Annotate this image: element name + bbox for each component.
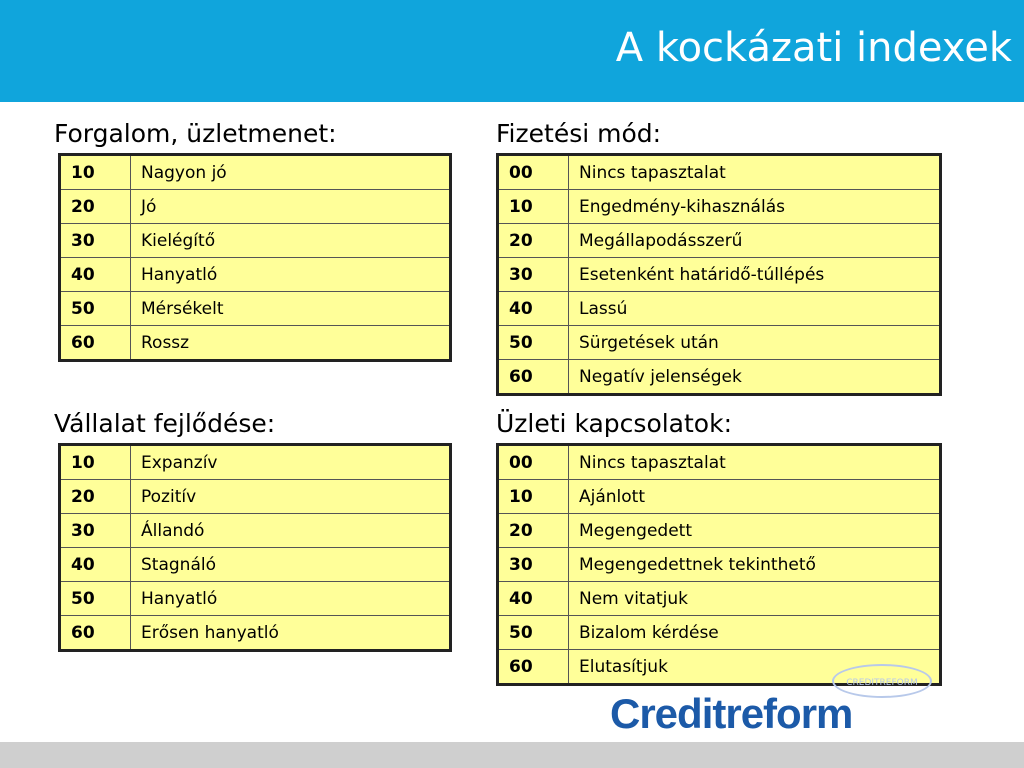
index-label: Nem vitatjuk bbox=[569, 582, 941, 616]
index-label: Nagyon jó bbox=[131, 155, 451, 190]
index-code: 20 bbox=[60, 190, 131, 224]
footer-bar bbox=[0, 742, 1024, 768]
index-label: Sürgetések után bbox=[569, 326, 941, 360]
index-label: Megengedett bbox=[569, 514, 941, 548]
index-label: Nincs tapasztalat bbox=[569, 445, 941, 480]
table-row bbox=[498, 480, 941, 514]
table-row bbox=[60, 514, 451, 548]
table-row bbox=[498, 190, 941, 224]
index-code: 30 bbox=[60, 514, 131, 548]
index-label: Ajánlott bbox=[569, 480, 941, 514]
title-bar bbox=[0, 0, 1024, 102]
index-code: 50 bbox=[498, 616, 569, 650]
table-row bbox=[498, 292, 941, 326]
index-label: Stagnáló bbox=[131, 548, 451, 582]
table-row bbox=[60, 155, 451, 190]
section-title-uzleti: Üzleti kapcsolatok: bbox=[496, 409, 732, 438]
index-label: Hanyatló bbox=[131, 582, 451, 616]
table-row bbox=[498, 224, 941, 258]
index-code: 50 bbox=[60, 292, 131, 326]
index-label: Esetenként határidő-túllépés bbox=[569, 258, 941, 292]
index-code: 30 bbox=[498, 548, 569, 582]
index-label: Nincs tapasztalat bbox=[569, 155, 941, 190]
section-title-vallalat: Vállalat fejlődése: bbox=[54, 409, 276, 438]
table-row bbox=[60, 258, 451, 292]
index-code: 60 bbox=[60, 326, 131, 361]
index-code: 40 bbox=[60, 548, 131, 582]
table-row bbox=[60, 480, 451, 514]
table-row bbox=[498, 258, 941, 292]
index-code: 50 bbox=[498, 326, 569, 360]
index-code: 10 bbox=[498, 190, 569, 224]
index-table-uzleti bbox=[496, 443, 942, 686]
index-label: Megállapodásszerű bbox=[569, 224, 941, 258]
index-code: 50 bbox=[60, 582, 131, 616]
index-label: Jó bbox=[131, 190, 451, 224]
table-row bbox=[498, 445, 941, 480]
index-label: Állandó bbox=[131, 514, 451, 548]
table-row bbox=[498, 514, 941, 548]
section-title-forgalom: Forgalom, üzletmenet: bbox=[54, 119, 337, 148]
section-uzleti bbox=[496, 409, 942, 686]
index-table-vallalat bbox=[58, 443, 452, 652]
index-label: Bizalom kérdése bbox=[569, 616, 941, 650]
index-label: Engedmény-kihasználás bbox=[569, 190, 941, 224]
table-row bbox=[60, 616, 451, 651]
index-table-fizetes bbox=[496, 153, 942, 396]
index-code: 40 bbox=[498, 292, 569, 326]
index-code: 10 bbox=[60, 155, 131, 190]
index-label: Lassú bbox=[569, 292, 941, 326]
table-row bbox=[498, 582, 941, 616]
index-table-forgalom bbox=[58, 153, 452, 362]
logo-stamp-watermark: CREDITREFORM bbox=[832, 664, 932, 698]
table-row bbox=[498, 155, 941, 190]
table-row bbox=[60, 292, 451, 326]
index-code: 20 bbox=[498, 514, 569, 548]
index-code: 20 bbox=[60, 480, 131, 514]
index-label: Expanzív bbox=[131, 445, 451, 480]
index-label: Elutasítjuk bbox=[569, 650, 941, 685]
section-title-fizetes: Fizetési mód: bbox=[496, 119, 662, 148]
slide-title: A kockázati indexek bbox=[615, 25, 1012, 71]
index-label: Megengedettnek tekinthető bbox=[569, 548, 941, 582]
index-code: 00 bbox=[498, 445, 569, 480]
table-row bbox=[498, 548, 941, 582]
index-code: 10 bbox=[498, 480, 569, 514]
index-code: 30 bbox=[498, 258, 569, 292]
index-label: Mérsékelt bbox=[131, 292, 451, 326]
table-row bbox=[498, 326, 941, 360]
index-code: 40 bbox=[498, 582, 569, 616]
table-row bbox=[60, 326, 451, 361]
index-code: 20 bbox=[498, 224, 569, 258]
index-code: 00 bbox=[498, 155, 569, 190]
index-code: 30 bbox=[60, 224, 131, 258]
section-forgalom bbox=[54, 119, 452, 362]
table-row bbox=[60, 582, 451, 616]
index-label: Kielégítő bbox=[131, 224, 451, 258]
index-label: Negatív jelenségek bbox=[569, 360, 941, 395]
index-code: 60 bbox=[498, 650, 569, 685]
table-row bbox=[498, 616, 941, 650]
index-code: 10 bbox=[60, 445, 131, 480]
section-vallalat bbox=[54, 409, 452, 652]
table-row bbox=[60, 224, 451, 258]
table-row bbox=[498, 360, 941, 395]
index-code: 60 bbox=[498, 360, 569, 395]
table-row bbox=[60, 190, 451, 224]
index-label: Pozitív bbox=[131, 480, 451, 514]
creditreform-logo: Creditreform bbox=[610, 690, 853, 737]
index-label: Erősen hanyatló bbox=[131, 616, 451, 651]
index-code: 40 bbox=[60, 258, 131, 292]
table-row bbox=[60, 445, 451, 480]
index-label: Hanyatló bbox=[131, 258, 451, 292]
table-row bbox=[60, 548, 451, 582]
section-fizetes bbox=[496, 119, 942, 396]
index-code: 60 bbox=[60, 616, 131, 651]
index-label: Rossz bbox=[131, 326, 451, 361]
